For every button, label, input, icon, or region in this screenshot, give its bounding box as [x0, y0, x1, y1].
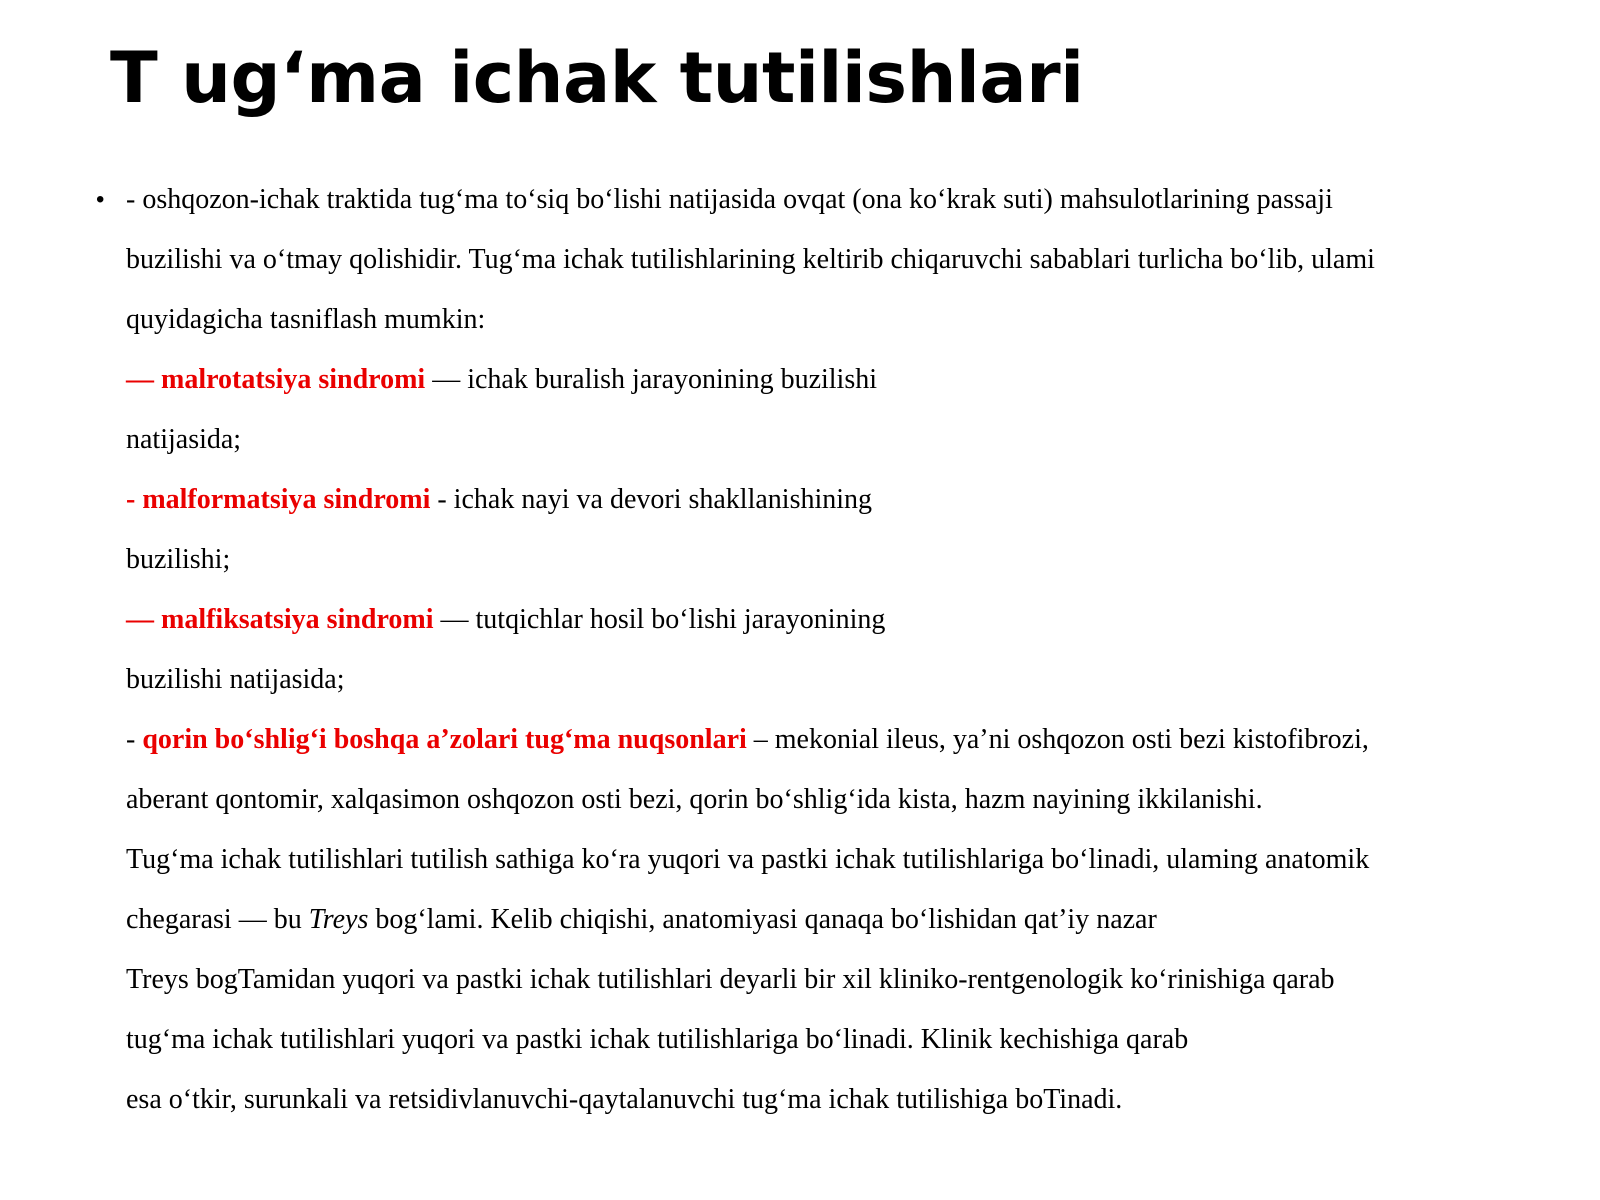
line-text: natijasida;	[126, 424, 242, 455]
term-description: — tutqichlar hosil bo‘lishi jarayonining	[433, 604, 886, 635]
paragraph-line	[126, 650, 345, 710]
classification-item-malformatsiya	[126, 470, 872, 530]
paragraph-line	[126, 530, 230, 590]
line-text: - oshqozon-ichak traktida tug‘ma to‘siq bo‘lishi natijasida ovqat (ona ko‘krak suti) mahsulotlarining passaji	[126, 184, 1333, 215]
paragraph-line	[126, 770, 1263, 830]
paragraph-line	[126, 1070, 1122, 1130]
line-text: bog‘lami. Kelib chiqishi, anatomiyasi qanaqa bo‘lishidan qat’iy nazar	[368, 904, 1157, 935]
paragraph-line	[126, 830, 1369, 890]
classification-item-malrotatsiya	[126, 350, 877, 410]
paragraph-line	[126, 290, 485, 350]
line-text: buzilishi;	[126, 544, 231, 575]
highlighted-term: — malfiksatsiya sindromi	[126, 604, 434, 635]
classification-item-other-defects	[126, 710, 1369, 770]
line-text: quyidagicha tasniflash mumkin:	[126, 304, 486, 335]
term-description: - ichak nayi va devori shakllanishining	[430, 484, 873, 515]
line-text: Treys bogTamidan yuqori va pastki ichak tutilishlari deyarli bir xil kliniko-rentgenologik ko‘rinishiga qarab	[126, 964, 1335, 995]
paragraph-line	[126, 410, 241, 470]
italic-term: Treys	[308, 904, 369, 935]
line-lead: -	[126, 724, 143, 755]
paragraph-line	[126, 890, 1157, 950]
highlighted-term: qorin bo‘shlig‘i boshqa a’zolari tug‘ma nuqsonlari	[142, 724, 747, 755]
line-text: esa o‘tkir, surunkali va retsidivlanuvchi-qaytalanuvchi tug‘ma ichak tutilishiga boTinadi.	[126, 1084, 1123, 1115]
bullet-icon: •	[96, 186, 105, 213]
line-text: buzilishi va o‘tmay qolishidir. Tug‘ma ichak tutilishlarining keltirib chiqaruvchi sabablari turlicha bo‘lib, ulami	[126, 244, 1375, 275]
highlighted-term: — malrotatsiya sindromi	[126, 364, 426, 395]
line-text: aberant qontomir, xalqasimon oshqozon osti bezi, qorin bo‘shlig‘ida kista, hazm nayining ikkilanishi.	[126, 784, 1263, 815]
highlighted-term: - malformatsiya sindromi	[126, 484, 431, 515]
line-text: chegarasi — bu	[126, 904, 309, 935]
line-text: buzilishi natijasida;	[126, 664, 345, 695]
line-text: tug‘ma ichak tutilishlari yuqori va pastki ichak tutilishlariga bo‘linadi. Klinik kechishiga qarab	[126, 1024, 1189, 1055]
classification-item-malfiksatsiya	[126, 590, 885, 650]
paragraph-line	[126, 950, 1335, 1010]
term-description: — ichak buralish jarayonining buzilishi	[425, 364, 878, 395]
paragraph-line	[126, 230, 1375, 290]
slide-title: T ug‘ma ichak tutilishlari	[110, 37, 1084, 119]
term-description: – mekonial ileus, ya’ni oshqozon osti bezi kistofibrozi,	[746, 724, 1369, 755]
line-text: Tug‘ma ichak tutilishlari tutilish sathiga ko‘ra yuqori va pastki ichak tutilishlariga bo‘linadi, ulaming anatomik	[126, 844, 1370, 875]
paragraph-line	[126, 170, 1333, 230]
paragraph-line	[126, 1010, 1188, 1070]
